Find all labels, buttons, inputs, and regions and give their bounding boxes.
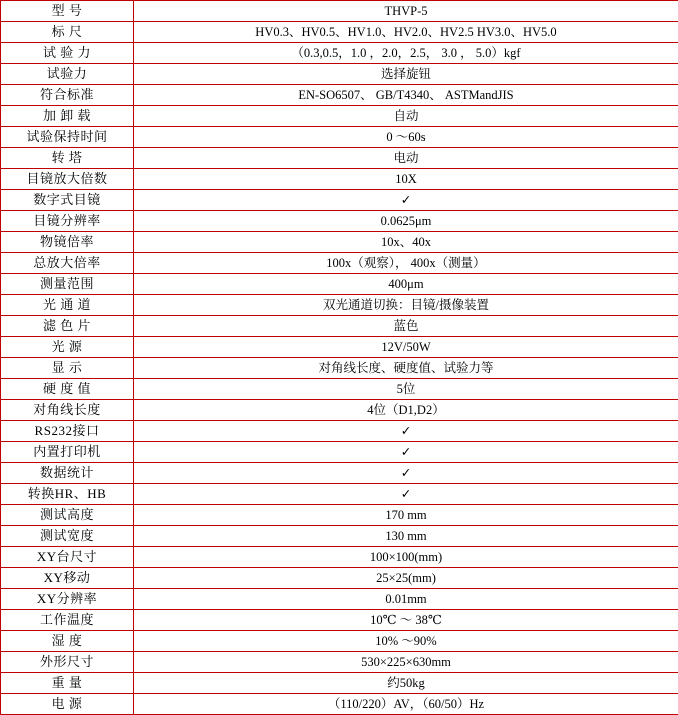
spec-label: 试验力 [1,64,134,85]
table-row [1,673,678,694]
spec-value: 10x、40x [134,232,678,253]
table-row [1,190,678,211]
spec-value: 约50kg [134,673,678,694]
spec-value: 选择旋钮 [134,64,678,85]
spec-label: XY分辨率 [1,589,134,610]
spec-label: 重 量 [1,673,134,694]
spec-label: 标 尺 [1,22,134,43]
spec-label: 试验保持时间 [1,127,134,148]
spec-label: 转 塔 [1,148,134,169]
table-row [1,295,678,316]
spec-label: 目镜分辨率 [1,211,134,232]
spec-value: 25×25(mm) [134,568,678,589]
table-row [1,421,678,442]
spec-value-check-icon: ✓ [134,190,678,211]
table-row [1,694,678,715]
spec-label: 光 源 [1,337,134,358]
table-row [1,169,678,190]
spec-value: （0.3,0.5，1.0 ，2.0，2.5， 3.0 ， 5.0）kgf [134,43,678,64]
spec-value: 0.0625μm [134,211,678,232]
table-row [1,463,678,484]
spec-value: HV0.3、HV0.5、HV1.0、HV2.0、HV2.5 HV3.0、HV5.0 [134,22,678,43]
spec-value: 100×100(mm) [134,547,678,568]
spec-value: 0.01mm [134,589,678,610]
spec-label: 光 通 道 [1,295,134,316]
table-row [1,274,678,295]
spec-label: 加 卸 载 [1,106,134,127]
table-row [1,127,678,148]
table-row [1,652,678,673]
table-row [1,526,678,547]
spec-label: 工作温度 [1,610,134,631]
spec-value: 4位（D1,D2） [134,400,678,421]
table-row [1,1,678,22]
spec-value: 10X [134,169,678,190]
spec-label: 物镜倍率 [1,232,134,253]
spec-label: XY台尺寸 [1,547,134,568]
spec-value: THVP-5 [134,1,678,22]
spec-label: 测量范围 [1,274,134,295]
spec-label: 转换HR、HB [1,484,134,505]
spec-label: 对角线长度 [1,400,134,421]
spec-label: 测试高度 [1,505,134,526]
spec-label: 目镜放大倍数 [1,169,134,190]
table-row [1,253,678,274]
spec-value-check-icon: ✓ [134,442,678,463]
table-row [1,232,678,253]
spec-label: 总放大倍率 [1,253,134,274]
spec-value: 130 mm [134,526,678,547]
spec-label: 硬 度 值 [1,379,134,400]
spec-value: 10℃ ～ 38℃ [134,610,678,631]
spec-value: 蓝色 [134,316,678,337]
spec-label: 电 源 [1,694,134,715]
table-row [1,589,678,610]
table-row [1,547,678,568]
spec-value: （110/220）AV，（60/50）Hz [134,694,678,715]
spec-value: 自动 [134,106,678,127]
spec-label: 内置打印机 [1,442,134,463]
spec-label: 湿 度 [1,631,134,652]
spec-label: 外形尺寸 [1,652,134,673]
spec-value: EN-SO6507、 GB/T4340、 ASTMandJIS [134,85,678,106]
table-row [1,400,678,421]
spec-label: 测试宽度 [1,526,134,547]
spec-value: 对角线长度、硬度值、试验力等 [134,358,678,379]
spec-value: 170 mm [134,505,678,526]
table-row [1,337,678,358]
spec-value: 0 ～60s [134,127,678,148]
spec-value: 400μm [134,274,678,295]
table-row [1,85,678,106]
spec-value-check-icon: ✓ [134,484,678,505]
spec-value: 5位 [134,379,678,400]
spec-value: 530×225×630mm [134,652,678,673]
spec-value: 10% ～90% [134,631,678,652]
table-row [1,316,678,337]
spec-value-check-icon: ✓ [134,463,678,484]
spec-value: 双光通道切换：目镜/摄像装置 [134,295,678,316]
table-row [1,631,678,652]
spec-value: 电动 [134,148,678,169]
table-row [1,43,678,64]
spec-label: 型 号 [1,1,134,22]
table-row [1,22,678,43]
table-row [1,568,678,589]
spec-label: 滤 色 片 [1,316,134,337]
spec-label: 数字式目镜 [1,190,134,211]
table-row [1,505,678,526]
table-row [1,64,678,85]
spec-value: 12V/50W [134,337,678,358]
spec-label: 符合标准 [1,85,134,106]
table-row [1,148,678,169]
table-row [1,484,678,505]
table-row [1,610,678,631]
spec-label: 数据统计 [1,463,134,484]
table-row [1,211,678,232]
spec-label: RS232接口 [1,421,134,442]
spec-label: 试 验 力 [1,43,134,64]
spec-label: 显 示 [1,358,134,379]
spec-label: XY移动 [1,568,134,589]
spec-value-check-icon: ✓ [134,421,678,442]
table-row [1,106,678,127]
table-row [1,358,678,379]
table-row [1,442,678,463]
specification-table-body [1,1,678,715]
table-row [1,379,678,400]
spec-value: 100x（观察）， 400x（测量） [134,253,678,274]
